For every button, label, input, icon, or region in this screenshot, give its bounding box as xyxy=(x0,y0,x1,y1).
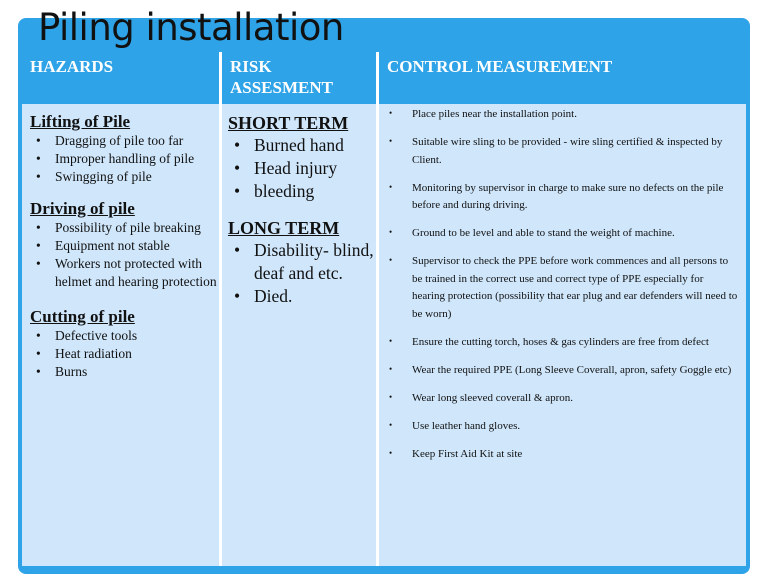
hazard-item: • Possibility of pile breaking xyxy=(30,219,219,237)
header-risk-assessment: RISK ASSESMENT xyxy=(222,52,376,102)
control-item: • Supervisor to check the PPE before work commences and all persons to be trained in the correct use and correct type of PPE especially for hearing protection (possibility that ear plug and ear defenders will need to be worn) xyxy=(379,253,738,323)
risk-item: • Head injury xyxy=(228,157,376,180)
control-item: • Suitable wire sling to be provided - wire sling certified & inspected by Client. xyxy=(379,134,738,169)
hazard-title: Lifting of Pile xyxy=(30,112,131,131)
hazard-item: • Workers not protected with helmet and hearing protection xyxy=(30,255,219,291)
control-item: • Ensure the cutting torch, hoses & gas cylinders are free from defect xyxy=(379,334,738,352)
control-item: • Keep First Aid Kit at site xyxy=(379,446,738,464)
hazard-item: • Swingging of pile xyxy=(30,168,219,186)
hazard-list xyxy=(30,132,219,186)
hazard-item: • Improper handling of pile xyxy=(30,150,219,168)
hazard-list xyxy=(30,219,219,291)
short-term-list xyxy=(228,134,376,203)
hazard-item: • Dragging of pile too far xyxy=(30,132,219,150)
hazard-item: • Equipment not stable xyxy=(30,237,219,255)
long-term-title: LONG TERM xyxy=(228,218,340,238)
long-term-list xyxy=(228,239,376,308)
risk-item: • bleeding xyxy=(228,180,376,203)
control-column xyxy=(379,104,746,566)
hazard-section-driving xyxy=(30,199,219,291)
hazard-list xyxy=(30,327,219,381)
hazard-item: • Defective tools xyxy=(30,327,219,345)
header-control-measurement: CONTROL MEASUREMENT xyxy=(379,52,746,102)
risk-item: • Disability- blind, deaf and etc. xyxy=(228,239,376,285)
header-hazards: HAZARDS xyxy=(22,52,219,102)
slide-title: Piling installation xyxy=(38,6,344,49)
short-term-title: SHORT TERM xyxy=(228,113,349,133)
control-item: • Wear long sleeved coverall & apron. xyxy=(379,390,738,408)
hazard-item: • Burns xyxy=(30,363,219,381)
hazard-section-lifting xyxy=(30,112,219,186)
control-item: • Monitoring by supervisor in charge to make sure no defects on the pile before and during driving. xyxy=(379,180,738,215)
hazard-item: • Heat radiation xyxy=(30,345,219,363)
hazards-column xyxy=(22,104,219,566)
risk-column xyxy=(222,104,376,566)
column-divider xyxy=(376,52,379,566)
control-item: • Ground to be level and able to stand the weight of machine. xyxy=(379,225,738,243)
column-divider xyxy=(219,52,222,566)
control-list xyxy=(379,106,738,463)
hazard-title: Cutting of pile xyxy=(30,307,135,326)
risk-item: • Burned hand xyxy=(228,134,376,157)
risk-item: • Died. xyxy=(228,285,376,308)
hazard-section-cutting xyxy=(30,307,219,381)
hazard-title: Driving of pile xyxy=(30,199,135,218)
control-item: • Use leather hand gloves. xyxy=(379,418,738,436)
control-item: • Wear the required PPE (Long Sleeve Coverall, apron, safety Goggle etc) xyxy=(379,362,738,380)
control-item: • Place piles near the installation point. xyxy=(379,106,738,124)
